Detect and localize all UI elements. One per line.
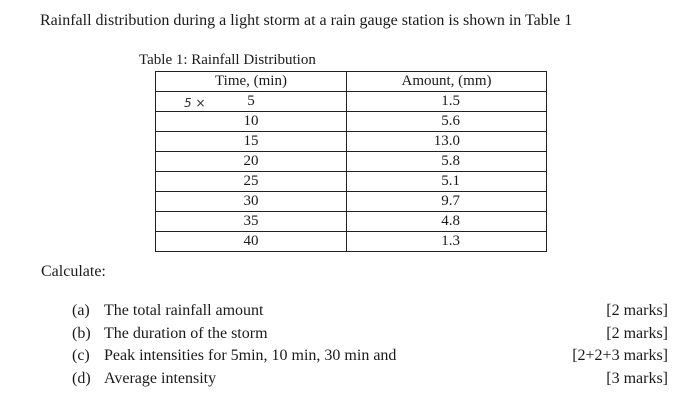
amount-cell: 5.8 (347, 152, 547, 172)
question-text: Peak intensities for 5min, 10 min, 30 min and (104, 347, 397, 364)
intro-text: Rainfall distribution during a light storm at a rain gauge station is shown in Table 1 (40, 12, 573, 29)
marks-b: [2 marks] (606, 325, 668, 342)
table-row (156, 132, 547, 152)
amount-cell: 4.8 (347, 212, 547, 232)
amount-cell: 13.0 (347, 132, 547, 152)
amount-cell: 1.5 (347, 92, 547, 112)
rainfall-table (155, 71, 547, 252)
table-row (156, 92, 547, 112)
amount-cell: 9.7 (347, 192, 547, 212)
question-text: Average intensity (104, 370, 217, 387)
question-label: (b) (72, 325, 91, 342)
table-row (156, 172, 547, 192)
time-cell: 35 (156, 212, 347, 232)
time-cell: 10 (156, 112, 347, 132)
question-label: (c) (72, 347, 90, 364)
table-row (156, 232, 547, 252)
marks-d: [3 marks] (606, 370, 668, 387)
amount-cell: 5.1 (347, 172, 547, 192)
time-cell: 15 (156, 132, 347, 152)
time-cell: 20 (156, 152, 347, 172)
marks-a: [2 marks] (606, 302, 668, 319)
header-time: Time, (min) (156, 72, 347, 92)
table-caption: Table 1: Rainfall Distribution (139, 52, 316, 68)
question-label: (d) (72, 370, 91, 387)
question-c (72, 347, 396, 365)
question-label: (a) (72, 302, 90, 319)
header-amount: Amount, (mm) (347, 72, 547, 92)
amount-cell: 5.6 (347, 112, 547, 132)
table-row (156, 152, 547, 172)
amount-cell: 1.3 (347, 232, 547, 252)
time-cell: 30 (156, 192, 347, 212)
time-cell: 40 (156, 232, 347, 252)
question-b (72, 325, 268, 343)
table-row (156, 192, 547, 212)
question-d (72, 370, 216, 388)
table-header-row (156, 72, 547, 92)
question-text: The duration of the storm (104, 325, 268, 342)
time-value: 5 (247, 93, 255, 109)
question-a (72, 302, 264, 320)
time-cell: 25 (156, 172, 347, 192)
table-row (156, 112, 547, 132)
time-cell (156, 92, 347, 112)
table-row (156, 212, 547, 232)
handwritten-note: 5 × (184, 96, 206, 110)
question-text: The total rainfall amount (104, 302, 264, 319)
calculate-label: Calculate: (41, 263, 106, 280)
marks-c: [2+2+3 marks] (572, 347, 668, 364)
